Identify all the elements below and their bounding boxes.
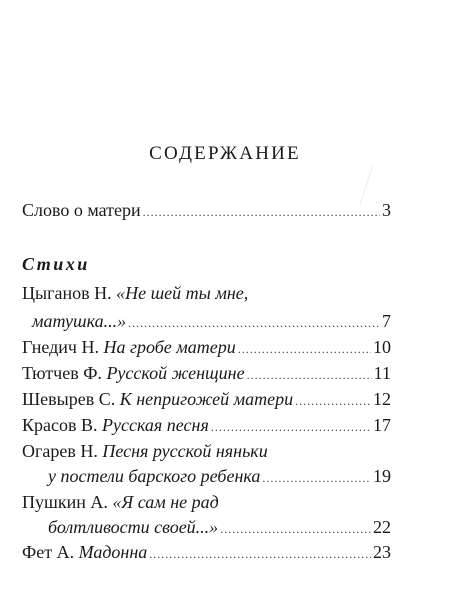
entry-author: Цыганов Н. bbox=[22, 283, 112, 303]
leader-dots bbox=[262, 471, 371, 486]
page-number: 17 bbox=[373, 415, 391, 435]
entry-title: «Не шей ты мне, bbox=[116, 283, 249, 303]
toc-entry-3 bbox=[22, 363, 391, 384]
page-number: 22 bbox=[373, 517, 391, 537]
toc-entry-6-line1 bbox=[22, 441, 268, 462]
leader-dots bbox=[143, 205, 380, 220]
entry-title: Песня русской няньки bbox=[102, 441, 268, 461]
entry-author: Гнедич Н. bbox=[22, 337, 99, 357]
leader-dots bbox=[247, 368, 372, 383]
leader-dots bbox=[149, 547, 371, 562]
toc-entry-7-line1 bbox=[22, 492, 219, 513]
page-title: СОДЕРЖАНИЕ bbox=[149, 143, 301, 164]
page-number: 3 bbox=[382, 200, 391, 220]
page-number: 19 bbox=[373, 466, 391, 486]
entry-title-cont: у постели барского ребенка bbox=[48, 466, 261, 486]
entry-title-cont: болтливости своей...» bbox=[48, 517, 219, 537]
toc-entry-8 bbox=[22, 542, 391, 563]
page-number: 10 bbox=[373, 337, 391, 357]
section-title: Стихи bbox=[22, 254, 90, 274]
toc-entry-5 bbox=[22, 415, 391, 436]
entry-author: Красов В. bbox=[22, 415, 98, 435]
entry-author: Огарев Н. bbox=[22, 441, 98, 461]
toc-entry-2 bbox=[22, 337, 391, 358]
page-number: 11 bbox=[373, 363, 391, 383]
entry-title: Мадонна bbox=[78, 542, 148, 562]
page-number: 7 bbox=[382, 311, 391, 331]
toc-entry-intro bbox=[22, 200, 391, 221]
entry-title: К непригожей матери bbox=[119, 389, 294, 409]
leader-dots bbox=[128, 316, 380, 331]
page-number: 12 bbox=[373, 389, 391, 409]
entry-title: Русской женщине bbox=[106, 363, 245, 383]
entry-author: Фет А. bbox=[22, 542, 75, 562]
entry-title: «Я сам не рад bbox=[112, 492, 219, 512]
toc-entry-6-line2 bbox=[48, 466, 391, 487]
entry-title: Русская песня bbox=[102, 415, 209, 435]
leader-dots bbox=[220, 522, 371, 537]
entry-title-cont: матушка...» bbox=[32, 311, 127, 331]
leader-dots bbox=[295, 394, 371, 409]
toc-entry-1-line2 bbox=[32, 311, 391, 332]
toc-entry-4 bbox=[22, 389, 391, 410]
entry-title: Слово о матери bbox=[22, 200, 141, 220]
entry-title: На гробе матери bbox=[103, 337, 236, 357]
toc-entry-1-line1 bbox=[22, 283, 248, 304]
toc-entry-7-line2 bbox=[48, 517, 391, 538]
entry-author: Тютчев Ф. bbox=[22, 363, 102, 383]
entry-author: Пушкин А. bbox=[22, 492, 108, 512]
leader-dots bbox=[211, 420, 371, 435]
leader-dots bbox=[238, 342, 371, 357]
entry-author: Шевырев С. bbox=[22, 389, 116, 409]
page-number: 23 bbox=[373, 542, 391, 562]
